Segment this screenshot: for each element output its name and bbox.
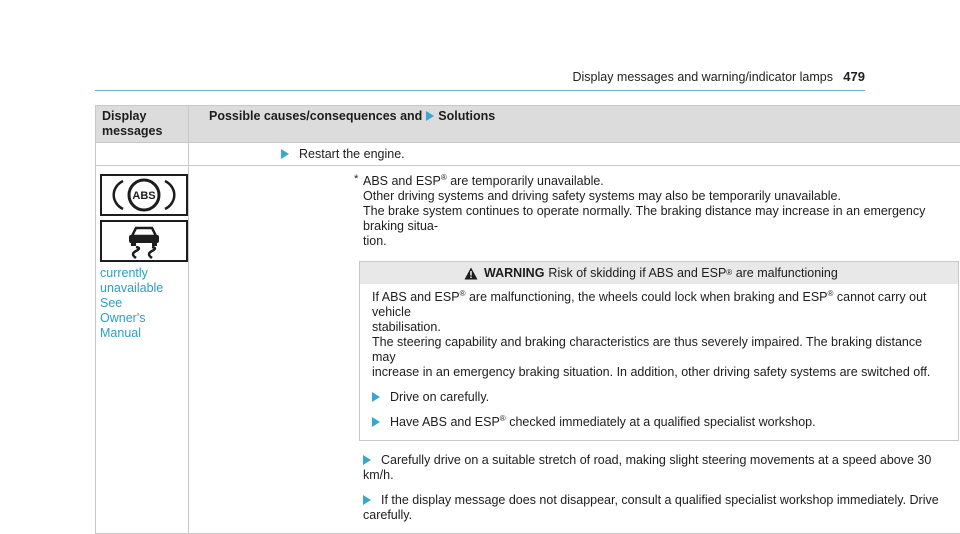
causes-cell [189, 166, 960, 534]
warning-header: WARNING Risk of skidding if ABS and ESP ® are malfunctioning [360, 262, 958, 284]
cause-line-3b: tion. [363, 234, 959, 249]
warning-body-line3: The steering capability and braking characteristics are thus severely impaired. The braking distance may [372, 335, 946, 365]
abs-warning-icon [100, 174, 188, 216]
warning-title-a: Risk of skidding if ABS and ESP [548, 266, 726, 281]
warning-box [359, 261, 959, 441]
arrow-icon [281, 149, 289, 159]
table-row [96, 143, 960, 166]
restart-step-text: Restart the engine. [299, 147, 405, 161]
warning-body [360, 284, 958, 440]
table-header-row [96, 106, 960, 143]
table-row [96, 166, 960, 534]
arrow-icon [363, 455, 371, 465]
table-cell [189, 143, 960, 166]
cause-line-1: * ABS and ESP® are temporarily unavailable. [363, 174, 959, 189]
cause-line-2: Other driving systems and driving safety systems may also be temporarily unavailable. [363, 189, 959, 204]
arrow-icon [372, 392, 380, 402]
warning-title-b: are malfunctioning [736, 266, 838, 281]
warning-step-1: Drive on carefully. [372, 390, 946, 405]
col-header-causes-solutions [189, 106, 960, 143]
asterisk-marker: * [354, 172, 358, 187]
header-title: Display messages and warning/indicator lamps [572, 70, 833, 84]
icon-caption-line1: currently unavailable See [100, 266, 188, 311]
arrow-icon [426, 111, 434, 121]
warning-body-line2: stabilisation. [372, 320, 946, 335]
warning-triangle-icon [464, 267, 478, 280]
page-number: 479 [843, 69, 865, 84]
solution-steps [363, 453, 959, 523]
esp-skid-warning-icon [100, 220, 188, 262]
warning-label: WARNING [484, 266, 544, 281]
arrow-icon [372, 417, 380, 427]
restart-step [189, 143, 960, 165]
solution-step-2: If the display message does not disappear, consult a qualified specialist workshop immediately. Drive carefully. [363, 493, 959, 523]
warning-body-line4: increase in an emergency braking situation. In addition, other driving safety systems are switched off. [372, 365, 946, 380]
cause-line-3: The brake system continues to operate normally. The braking distance may increase in an emergency braking situa- [363, 204, 959, 234]
empty-cell [96, 143, 189, 166]
abs-icon [109, 177, 179, 213]
col-header-display-messages: Display messages [96, 106, 189, 143]
solution-step-1: Carefully drive on a suitable stretch of road, making slight steering movements at a speed above 30 km/h. [363, 453, 959, 483]
warning-body-line1: If ABS and ESP® are malfunctioning, the wheels could lock when braking and ESP® cannot carry out vehicle [372, 290, 946, 320]
icon-caption [100, 266, 188, 341]
display-messages-table [95, 105, 960, 534]
skid-car-icon [114, 222, 174, 260]
arrow-icon [363, 495, 371, 505]
warning-step-2: Have ABS and ESP® checked immediately at a qualified specialist workshop. [372, 415, 946, 430]
col-header-suffix: Solutions [438, 109, 495, 123]
col-header-prefix: Possible causes/consequences and [209, 109, 422, 123]
icons-cell [96, 166, 189, 534]
abs-icon-text: ABS [132, 190, 155, 202]
icon-caption-line2: Owner's Manual [100, 311, 188, 341]
page-header [95, 0, 865, 91]
